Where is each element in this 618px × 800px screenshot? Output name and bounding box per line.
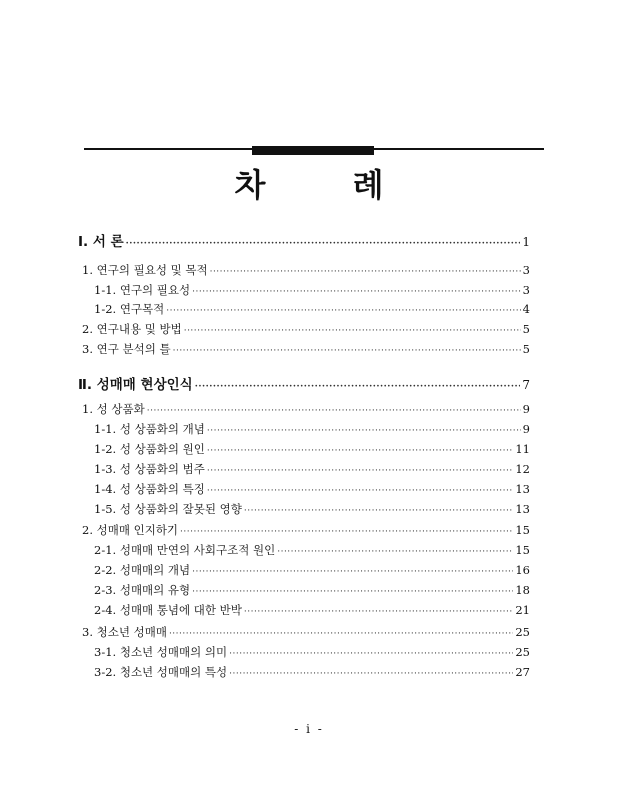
toc-entry — [94, 482, 530, 498]
toc-entry-label: 1-5. 성 상품화의 잘못된 영향 — [94, 502, 242, 516]
toc-entry — [94, 543, 530, 559]
toc-entry — [94, 442, 530, 458]
toc-entry — [82, 625, 530, 641]
toc-leader-dots — [207, 464, 513, 478]
toc-entry-page: 12 — [515, 462, 530, 476]
toc-entry — [82, 523, 530, 539]
toc-leader-dots — [126, 237, 521, 251]
toc-entry — [82, 342, 530, 358]
toc-entry-label: 2-2. 성매매의 개념 — [94, 563, 191, 577]
toc-leader-dots — [192, 585, 513, 599]
toc-entry-label: 2-1. 성매매 만연의 사회구조적 원인 — [94, 543, 276, 557]
toc-entry-page: 5 — [522, 322, 530, 336]
toc-entry-label: 1-1. 연구의 필요성 — [94, 283, 191, 297]
toc-entry-label: 1-2. 성 상품화의 원인 — [94, 442, 205, 456]
title-top-bar — [252, 146, 374, 155]
toc-leader-dots — [244, 605, 513, 619]
toc-entry-page: 4 — [522, 302, 530, 316]
page-number-footer: - i - — [294, 722, 324, 736]
toc-entry — [94, 302, 530, 318]
toc-entry-label: 1-4. 성 상품화의 특징 — [94, 482, 205, 496]
toc-entry-page: 7 — [522, 378, 530, 392]
toc-entry-page: 13 — [515, 482, 530, 496]
toc-entry-label: 1-1. 성 상품화의 개념 — [94, 422, 205, 436]
toc-entry-page: 15 — [515, 543, 530, 557]
toc-leader-dots — [229, 647, 513, 661]
toc-leader-dots — [180, 525, 513, 539]
toc-entry-page: 13 — [515, 502, 530, 516]
toc-leader-dots — [244, 504, 513, 518]
toc-entry — [94, 645, 530, 661]
toc-leader-dots — [207, 484, 513, 498]
toc-chapter — [78, 235, 530, 251]
toc-entry-page: 25 — [515, 645, 530, 659]
toc-entry — [94, 665, 530, 681]
page-title: 차 례 — [234, 166, 422, 204]
toc-entry — [94, 462, 530, 478]
toc-entry-label: 2. 성매매 인지하기 — [82, 523, 179, 537]
toc-entry-label: Ⅰ. 서 론 — [78, 234, 124, 250]
toc-entry-label: 3-2. 청소년 성매매의 특성 — [94, 665, 228, 679]
toc-entry-label: 1. 성 상품화 — [82, 402, 145, 416]
toc-entry — [94, 603, 530, 619]
toc-entry-page: 3 — [522, 263, 530, 277]
toc-leader-dots — [195, 380, 521, 394]
toc-entry-page: 11 — [515, 442, 530, 456]
toc-entry-label: 3-1. 청소년 성매매의 의미 — [94, 645, 228, 659]
toc-leader-dots — [166, 304, 520, 318]
toc-entry-page: 3 — [522, 283, 530, 297]
toc-entry-label: 1-3. 성 상품화의 범주 — [94, 462, 205, 476]
toc-entry-label: 3. 청소년 성매매 — [82, 625, 167, 639]
toc-leader-dots — [192, 565, 513, 579]
toc-entry — [94, 422, 530, 438]
toc-entry-label: 1-2. 연구목적 — [94, 302, 165, 316]
toc-entry-label: 1. 연구의 필요성 및 목적 — [82, 263, 208, 277]
toc-entry — [82, 322, 530, 338]
toc-entry-page: 9 — [522, 402, 530, 416]
toc-entry — [94, 502, 530, 518]
toc-entry-page: 27 — [515, 665, 530, 679]
toc-entry-label: 2-3. 성매매의 유형 — [94, 583, 191, 597]
toc-leader-dots — [277, 545, 513, 559]
toc-leader-dots — [229, 667, 513, 681]
toc-entry-page: 16 — [515, 563, 530, 577]
toc-entry — [94, 283, 530, 299]
toc-entry-page: 15 — [515, 523, 530, 537]
toc-leader-dots — [192, 285, 521, 299]
toc-entry-page: 18 — [515, 583, 530, 597]
toc-leader-dots — [207, 444, 513, 458]
toc-leader-dots — [210, 265, 521, 279]
toc-leader-dots — [184, 324, 521, 338]
toc-entry-page: 25 — [515, 625, 530, 639]
toc-entry-label: 2. 연구내용 및 방법 — [82, 322, 182, 336]
toc-entry-label: 2-4. 성매매 통념에 대한 반박 — [94, 603, 242, 617]
toc-entry-label: 3. 연구 분석의 틀 — [82, 342, 171, 356]
toc-entry — [82, 402, 530, 418]
toc-leader-dots — [173, 344, 521, 358]
toc-entry-page: 9 — [522, 422, 530, 436]
toc-entry-label: Ⅱ. 성매매 현상인식 — [78, 377, 193, 393]
toc-entry — [94, 563, 530, 579]
toc-entry — [94, 583, 530, 599]
toc-entry-page: 1 — [522, 235, 530, 249]
toc-chapter — [78, 378, 530, 394]
toc-entry-page: 21 — [515, 603, 530, 617]
toc-leader-dots — [207, 424, 521, 438]
toc-entry — [82, 263, 530, 279]
toc-leader-dots — [147, 404, 521, 418]
toc-entry-page: 5 — [522, 342, 530, 356]
toc-leader-dots — [169, 627, 513, 641]
